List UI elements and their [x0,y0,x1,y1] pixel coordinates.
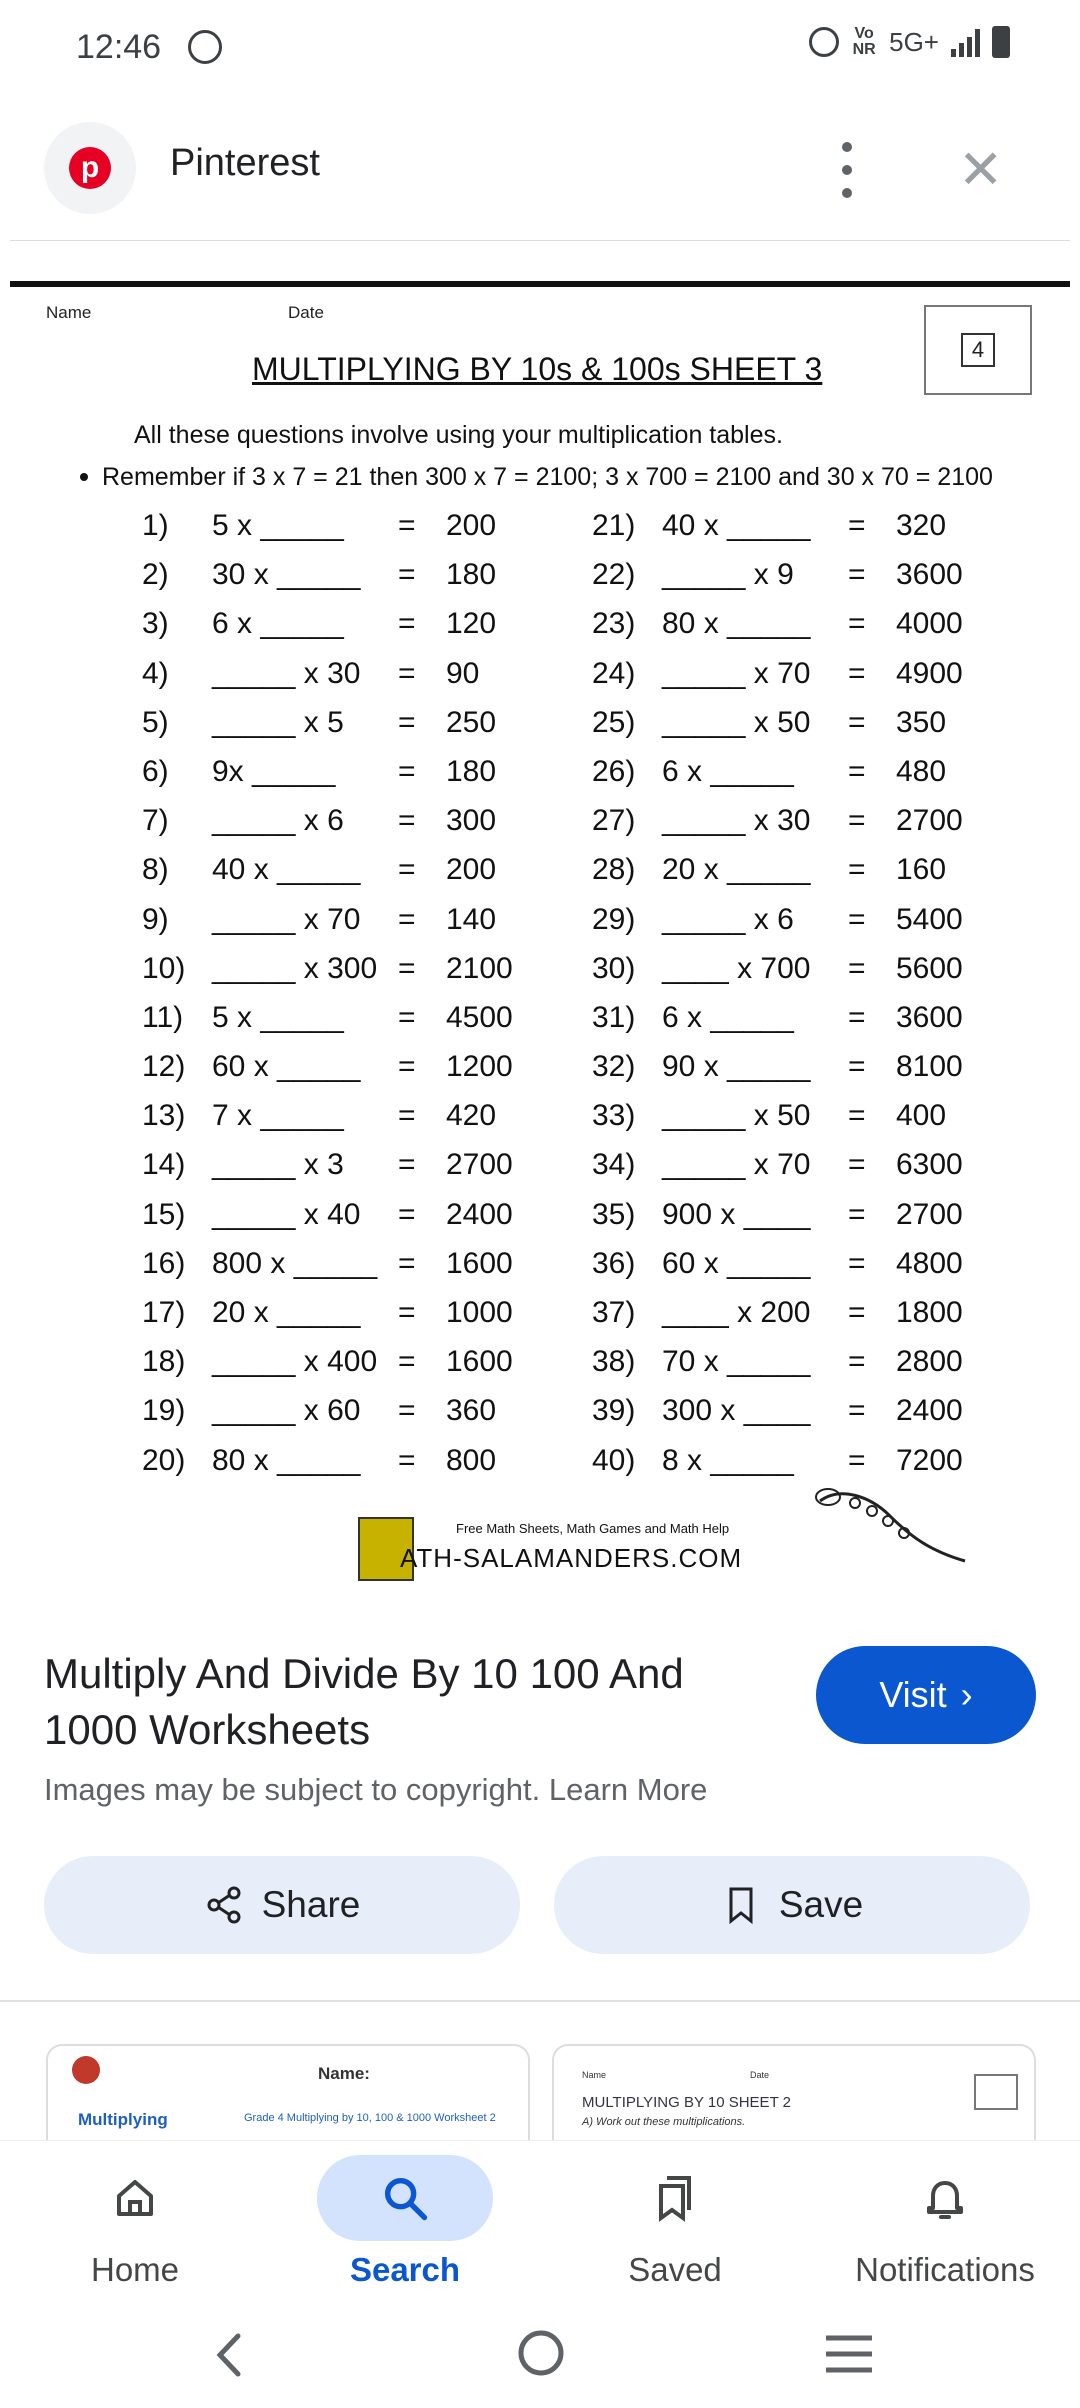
related-pin-2[interactable] [552,2044,1036,2142]
question-number: 5) [142,705,169,739]
back-icon[interactable] [208,2330,252,2380]
question-answer: 3600 [896,558,963,592]
nav-home-label: Home [90,2251,180,2288]
question-equals: = [848,1394,866,1428]
question-equals: = [848,656,866,690]
save-label: Save [778,1884,864,1925]
question-expression: _____ x 40 [212,1197,361,1231]
question-number: 11) [142,1000,184,1034]
question-answer: 1600 [446,1246,513,1280]
question-expression: 6 x _____ [662,1000,794,1034]
question-expression: 40 x _____ [662,509,811,542]
question-expression: ____ x 200 [662,1296,811,1329]
question-answer: 250 [446,705,497,739]
salamander-badge-icon [974,2074,1018,2110]
question-number: 22) [592,558,636,592]
question-equals: = [848,902,866,936]
nav-notifications-label: Notifications [855,2251,1035,2288]
question-number: 9) [142,902,169,936]
question-number: 23) [592,607,636,641]
question-expression: _____ x 30 [212,656,361,690]
question-answer: 4900 [896,656,963,690]
question-expression: 5 x _____ [212,509,344,542]
worksheet-date-label: Date [288,303,324,322]
related-1-subtitle: Grade 4 Multiplying by 10, 100 & 1000 Worksheet 2 [244,2112,496,2124]
question-answer: 420 [446,1099,497,1133]
home-circle-icon[interactable] [516,2328,566,2378]
saved-icon [651,2174,699,2222]
question-equals: = [398,1148,416,1182]
question-number: 25) [592,705,636,739]
question-answer: 7200 [896,1443,963,1477]
question-number: 3) [142,607,169,641]
worksheet-remember: Remember if 3 x 7 = 21 then 300 x 7 = 2100; 3 x 700 = 2100 and 30 x 70 = 2100 [102,463,993,491]
question-expression: 300 x ____ [662,1394,811,1428]
question-equals: = [398,754,416,788]
question-answer: 360 [446,1394,497,1428]
question-expression: _____ x 9 [662,558,794,592]
copyright-notice[interactable]: Images may be subject to copyright. Learn More [44,1772,708,1807]
question-expression: 60 x _____ [662,1246,811,1280]
share-label: Share [261,1884,361,1925]
signal-icon [951,27,980,57]
question-answer: 2800 [896,1345,963,1379]
question-answer: 800 [446,1443,497,1477]
question-number: 27) [592,804,636,838]
system-navigation [0,2300,1080,2408]
question-number: 17) [142,1296,186,1329]
question-number: 32) [592,1050,636,1084]
question-number: 33) [592,1099,636,1133]
bookmark-icon [721,1885,761,1925]
question-number: 35) [592,1197,636,1231]
visit-label: Visit [879,1674,947,1715]
question-answer: 120 [446,607,497,641]
question-answer: 2700 [896,1197,963,1231]
status-icons [809,26,1010,58]
question-equals: = [848,1443,866,1477]
visit-button[interactable] [816,1646,1036,1744]
status-bar [0,0,1080,100]
recents-icon[interactable] [824,2332,874,2376]
question-expression: _____ x 70 [662,1148,811,1182]
question-number: 8) [142,853,169,887]
question-answer: 90 [446,656,480,690]
pin-image[interactable] [10,240,1070,1613]
question-expression: _____ x 6 [212,804,344,838]
question-number: 29) [592,902,636,936]
question-number: 10) [142,951,186,985]
question-expression: 8 x _____ [662,1443,794,1477]
nav-home[interactable] [0,2155,270,2295]
question-number: 1) [142,509,169,542]
question-expression: _____ x 50 [662,1099,811,1133]
bell-icon [921,2174,969,2222]
status-time: 12:46 [76,28,162,66]
question-expression: _____ x 300 [212,951,378,985]
question-answer: 6300 [896,1148,963,1182]
salamander-badge-icon: 4 [924,305,1032,395]
worksheet-name-label: Name [46,303,92,322]
question-equals: = [848,1345,866,1379]
question-expression: 6 x _____ [212,607,344,641]
nav-notifications[interactable] [810,2155,1080,2295]
related-2-subtitle: A) Work out these multiplications. [582,2116,746,2128]
question-expression: _____ x 30 [662,804,811,838]
question-equals: = [398,804,416,838]
question-answer: 350 [896,705,947,739]
question-number: 30) [592,951,636,985]
question-number: 16) [142,1246,186,1280]
battery-icon [992,26,1010,58]
question-answer: 300 [446,804,497,838]
related-2-date-label: Date [750,2070,770,2080]
question-expression: _____ x 3 [212,1148,344,1182]
question-number: 13) [142,1099,186,1133]
question-equals: = [398,705,416,739]
worksheet-intro: All these questions involve using your multiplication tables. [134,421,783,449]
home-icon [111,2174,159,2222]
question-number: 31) [592,1000,636,1034]
question-answer: 1000 [446,1296,513,1329]
related-2-title: MULTIPLYING BY 10 SHEET 2 [582,2094,791,2111]
question-expression: _____ x 5 [212,705,344,739]
question-expression: _____ x 6 [662,902,794,936]
question-answer: 320 [896,509,947,542]
question-expression: 90 x _____ [662,1050,811,1084]
chevron-right-icon: › [960,1674,973,1715]
question-equals: = [848,1197,866,1231]
question-number: 6) [142,754,169,788]
question-equals: = [398,1050,416,1084]
question-number: 7) [142,804,169,838]
alarm-icon [809,27,839,57]
question-answer: 200 [446,509,497,542]
question-equals: = [398,951,416,985]
question-number: 19) [142,1394,186,1428]
question-equals: = [398,1099,416,1133]
section-divider [0,2000,1080,2002]
question-expression: _____ x 60 [212,1394,361,1428]
question-number: 36) [592,1246,636,1280]
question-answer: 5600 [896,951,963,985]
question-expression: ____ x 700 [662,951,811,985]
owl-logo-icon [72,2056,100,2084]
question-number: 12) [142,1050,186,1084]
question-expression: 60 x _____ [212,1050,361,1084]
question-answer: 3600 [896,1000,963,1034]
question-expression: 7 x _____ [212,1099,344,1133]
question-expression: _____ x 50 [662,705,811,739]
related-1-name-label: Name: [318,2064,370,2083]
question-equals: = [848,1000,866,1034]
question-number: 24) [592,656,636,690]
question-number: 39) [592,1394,636,1428]
app-header [0,100,1080,240]
nav-saved[interactable] [540,2155,810,2295]
question-equals: = [398,1345,416,1379]
question-answer: 400 [896,1099,947,1133]
nav-search[interactable] [270,2155,540,2295]
question-number: 2) [142,558,169,592]
question-expression: 20 x _____ [212,1296,361,1329]
share-icon [204,1885,244,1925]
question-equals: = [398,1296,416,1329]
worksheet-title: MULTIPLYING BY 10s & 100s SHEET 3 [252,351,823,387]
bottom-navigation [0,2140,1080,2301]
question-number: 38) [592,1345,636,1379]
question-equals: = [848,754,866,788]
question-answer: 180 [446,558,497,592]
question-equals: = [848,1099,866,1133]
question-equals: = [398,656,416,690]
question-answer: 2400 [446,1197,513,1231]
network-type: 5G+ [889,26,939,57]
question-equals: = [398,1197,416,1231]
question-equals: = [398,1000,416,1034]
question-number: 21) [592,509,636,542]
question-expression: 9x _____ [212,754,336,788]
question-answer: 5400 [896,902,963,936]
question-answer: 4500 [446,1000,513,1034]
question-equals: = [398,607,416,641]
nav-saved-label: Saved [628,2251,722,2288]
question-expression: 20 x _____ [662,853,811,887]
question-number: 34) [592,1148,636,1182]
question-equals: = [848,1246,866,1280]
question-expression: 70 x _____ [662,1345,811,1379]
pinterest-logo-icon: p [44,122,136,214]
question-number: 40) [592,1443,636,1477]
question-equals: = [398,902,416,936]
question-answer: 2700 [896,804,963,838]
question-number: 28) [592,853,636,887]
save-button[interactable] [554,1856,1030,1954]
related-1-title: Multiplying [78,2110,168,2129]
question-answer: 8100 [896,1050,963,1084]
question-expression: 5 x _____ [212,1000,344,1034]
question-equals: = [848,1148,866,1182]
question-number: 37) [592,1296,636,1329]
question-answer: 140 [446,902,497,936]
question-equals: = [848,853,866,887]
search-icon [379,2172,431,2224]
question-expression: _____ x 70 [212,902,361,936]
worksheet-footer-tagline: Free Math Sheets, Math Games and Math Help [456,1521,730,1536]
share-button[interactable] [44,1856,520,1954]
question-expression: 900 x ____ [662,1197,811,1231]
app-title: Pinterest [170,142,320,184]
related-pin-1[interactable] [46,2044,530,2142]
question-equals: = [398,558,416,592]
question-expression: 40 x _____ [212,853,361,887]
question-expression: 80 x _____ [212,1443,361,1477]
question-number: 15) [142,1197,186,1231]
worksheet-top-rule [10,281,1070,287]
related-2-name-label: Name [582,2070,607,2080]
worksheet-footer-brand: ATH-SALAMANDERS.COM [400,1543,743,1573]
question-expression: _____ x 400 [212,1345,378,1379]
pin-title: Multiply And Divide By 10 100 And 1000 Worksheets [44,1650,684,1753]
question-equals: = [848,1050,866,1084]
question-number: 18) [142,1345,186,1379]
question-answer: 200 [446,853,497,887]
question-equals: = [848,509,866,542]
question-answer: 160 [896,853,947,887]
question-answer: 2700 [446,1148,513,1182]
question-equals: = [848,1296,866,1329]
nav-search-label: Search [349,2251,461,2288]
volte-icon: Vo NR [852,25,876,58]
question-equals: = [848,558,866,592]
salamander-icon [810,1481,970,1571]
whatsapp-icon [188,30,222,64]
question-expression: 800 x _____ [212,1246,378,1280]
question-equals: = [848,804,866,838]
question-equals: = [848,705,866,739]
question-number: 14) [142,1148,186,1182]
question-equals: = [848,607,866,641]
question-equals: = [398,1443,416,1477]
question-answer: 2100 [446,951,513,985]
question-expression: 6 x _____ [662,754,794,788]
question-expression: 80 x _____ [662,607,811,641]
question-answer: 1200 [446,1050,513,1084]
question-equals: = [398,509,416,542]
question-number: 20) [142,1443,186,1477]
question-answer: 480 [896,754,947,788]
question-equals: = [398,1246,416,1280]
question-equals: = [848,951,866,985]
question-equals: = [398,853,416,887]
question-answer: 1800 [896,1296,963,1329]
close-icon[interactable]: ✕ [958,140,1004,200]
question-equals: = [398,1394,416,1428]
question-expression: _____ x 70 [662,656,811,690]
question-answer: 2400 [896,1394,963,1428]
question-answer: 180 [446,754,497,788]
question-answer: 4800 [896,1246,963,1280]
question-answer: 1600 [446,1345,513,1379]
question-number: 26) [592,754,636,788]
question-number: 4) [142,656,169,690]
question-answer: 4000 [896,607,963,641]
question-expression: 30 x _____ [212,558,361,592]
more-options-icon[interactable] [832,142,862,198]
